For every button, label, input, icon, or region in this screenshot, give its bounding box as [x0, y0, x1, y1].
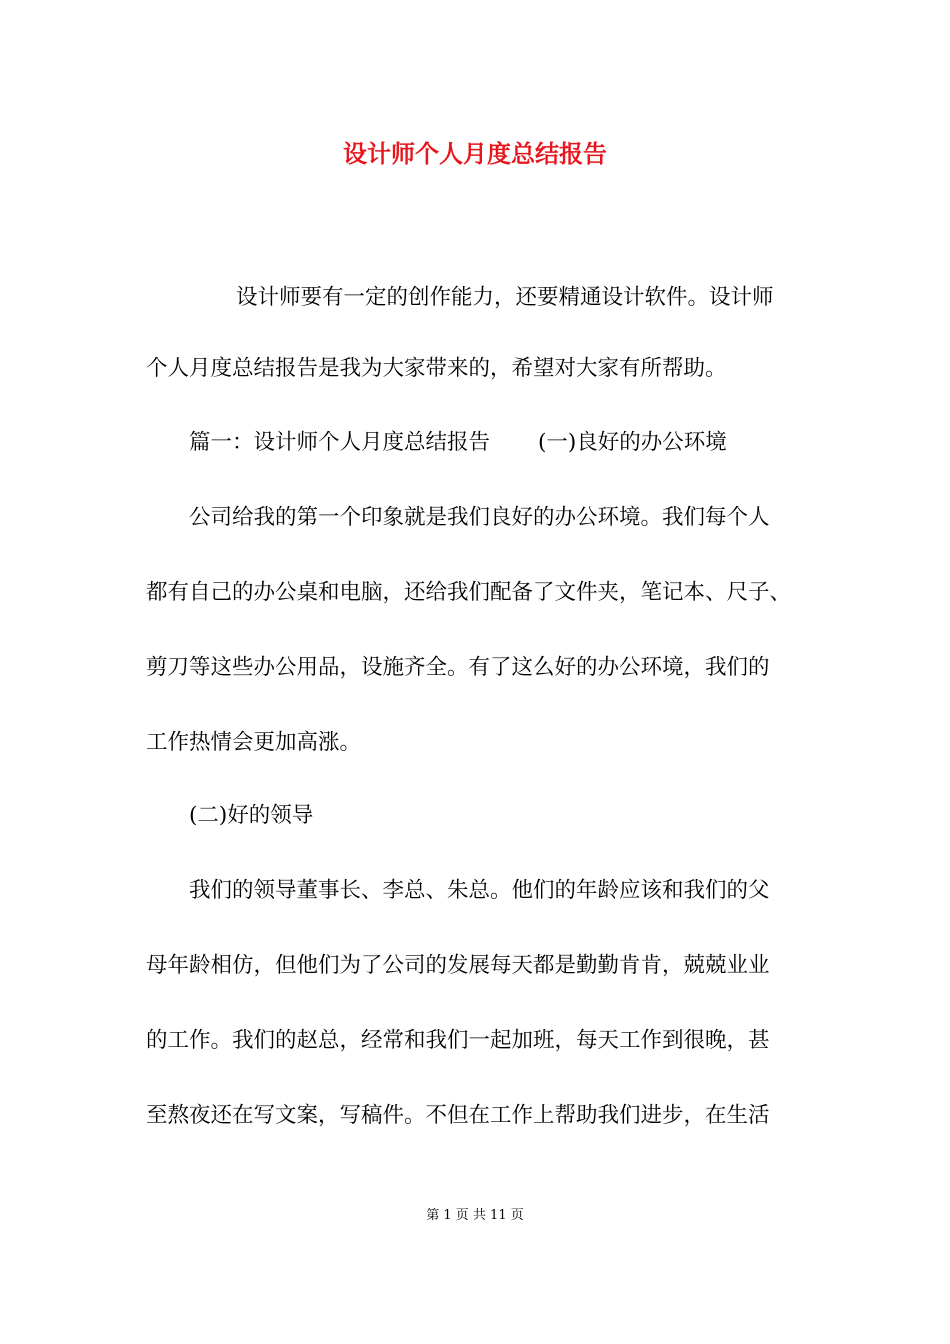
- paragraph-line: 我们的领导董事长、李总、朱总。他们的年龄应该和我们的父: [189, 878, 770, 903]
- document-title: 设计师个人月度总结报告: [343, 139, 607, 168]
- subsection-heading: (二)好的领导: [189, 803, 314, 828]
- section-heading-line: [189, 428, 727, 458]
- paragraph-line: 剪刀等这些办公用品，设施齐全。有了这么好的办公环境，我们的: [146, 655, 770, 680]
- paragraph-line: 的工作。我们的赵总，经常和我们一起加班，每天工作到很晚，甚: [146, 1028, 770, 1053]
- paragraph-line: 公司给我的第一个印象就是我们良好的办公环境。我们每个人: [189, 505, 770, 530]
- paragraph-line: 设计师要有一定的创作能力，还要精通设计软件。设计师: [236, 285, 774, 310]
- page-number: 第 1 页 共 11 页: [426, 1208, 524, 1223]
- paragraph-line: 工作热情会更加高涨。: [146, 730, 362, 755]
- paragraph-line: 个人月度总结报告是我为大家带来的，希望对大家有所帮助。: [146, 356, 727, 381]
- paragraph-line: 至熬夜还在写文案，写稿件。不但在工作上帮助我们进步，在生活: [146, 1103, 770, 1128]
- section-heading: 篇一：设计师个人月度总结报告: [189, 430, 491, 455]
- paragraph-line: 母年龄相仿，但他们为了公司的发展每天都是勤勤肯肯，兢兢业业: [146, 953, 770, 978]
- page-footer: [0, 1206, 950, 1226]
- paragraph-line: 都有自己的办公桌和电脑，还给我们配备了文件夹，笔记本、尺子、: [146, 580, 792, 605]
- subsection-heading: (一)良好的办公环境: [538, 430, 727, 455]
